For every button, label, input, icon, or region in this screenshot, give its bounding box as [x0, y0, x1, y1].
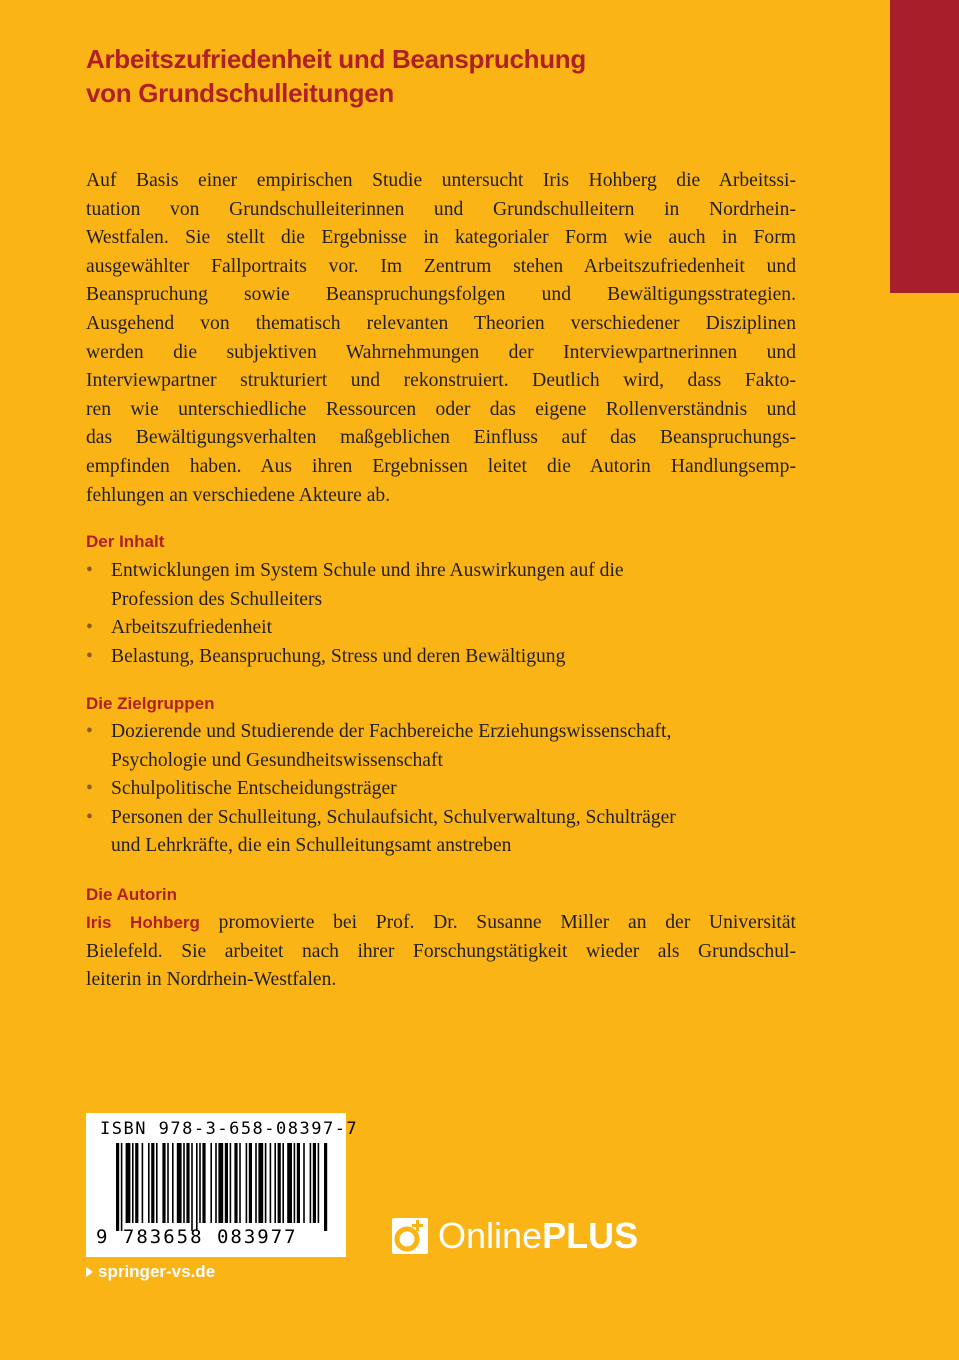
- zielgruppen-list: [86, 718, 806, 861]
- list-item: • Belastung, Beanspruchung, Stress und deren Bewältigung: [86, 643, 806, 672]
- barcode-bar: [142, 1143, 144, 1223]
- list-item: • Dozierende und Studierende der Fachbereiche Erziehungswissenschaft, Psychologie und Gesundheitswissenschaft: [86, 718, 806, 775]
- barcode-bar: [183, 1143, 185, 1223]
- barcode-bar: [270, 1143, 272, 1223]
- list-item: • Schulpolitische Entscheidungsträger: [86, 775, 806, 804]
- list-item: • Entwicklungen im System Schule und ihre Auswirkungen auf die Profession des Schulleiters: [86, 557, 806, 614]
- onlineplus-logo: [390, 1214, 638, 1258]
- barcode-bar: [167, 1143, 169, 1223]
- barcode-bar: [246, 1143, 248, 1223]
- barcode-bar: [218, 1143, 223, 1223]
- list-item: • Arbeitszufriedenheit: [86, 614, 806, 643]
- barcode-bar: [151, 1143, 154, 1223]
- barcode-bar: [215, 1143, 217, 1223]
- barcode-bar: [303, 1143, 305, 1223]
- description-line: empfinden haben. Aus ihren Ergebnissen leitet die Autorin Handlungsemp-: [86, 455, 796, 477]
- barcode-bar: [116, 1143, 119, 1231]
- book-description: [86, 167, 796, 510]
- barcode-bar: [121, 1143, 123, 1231]
- barcode-bar: [249, 1143, 252, 1223]
- barcode-bar: [294, 1143, 296, 1223]
- bullet-icon: •: [86, 778, 93, 800]
- barcode-bar: [199, 1143, 201, 1223]
- title-line-1: Arbeitszufriedenheit und Beanspruchung: [86, 44, 586, 74]
- barcode-bar: [265, 1143, 267, 1223]
- barcode-bar: [186, 1143, 189, 1223]
- barcode-bar: [287, 1143, 292, 1223]
- bullet-icon: •: [86, 721, 93, 742]
- zielgruppen-heading: Die Zielgruppen: [86, 694, 215, 713]
- inhalt-list: [86, 557, 806, 671]
- barcode-bar: [278, 1143, 281, 1223]
- bullet-icon: •: [86, 806, 93, 828]
- description-line: Beanspruchung sowie Beanspruchungsfolgen und Bewältigungsstrategien.: [86, 284, 796, 306]
- publisher-link[interactable]: [86, 1262, 215, 1282]
- list-item: • Personen der Schulleitung, Schulaufsicht, Schulverwaltung, Schulträger und Lehrkräfte, die ein Schulleitungsamt anstreben: [86, 804, 806, 861]
- title-line-2: von Grundschulleitungen: [86, 78, 394, 108]
- barcode-bar: [172, 1143, 174, 1223]
- barcode-bar: [239, 1143, 241, 1223]
- barcode-bar: [282, 1143, 284, 1223]
- publisher-link-text[interactable]: springer-vs.de: [98, 1262, 216, 1281]
- isbn-label: ISBN 978-3-658-08397-7: [100, 1119, 359, 1139]
- barcode-bar: [324, 1143, 327, 1231]
- barcode-bar: [297, 1143, 300, 1223]
- barcode-bar: [196, 1143, 198, 1231]
- description-line: fehlungen an verschiedene Akteure ab.: [86, 484, 391, 506]
- barcode-digits: 9 783658 083977: [96, 1226, 298, 1248]
- description-line: tuation von Grundschulleiterinnen und Grundschulleitern in Nordrhein-: [86, 198, 796, 220]
- triangle-right-icon: [86, 1267, 93, 1277]
- inhalt-heading: Der Inhalt: [86, 532, 165, 551]
- barcode-bar: [156, 1143, 158, 1223]
- barcode-bar: [210, 1143, 212, 1223]
- barcode-bar: [274, 1143, 276, 1223]
- isbn-barcode: [86, 1113, 359, 1257]
- description-line: Auf Basis einer empirischen Studie untersucht Iris Hohberg die Arbeitssi-: [86, 170, 796, 191]
- autorin-heading: Die Autorin: [86, 885, 177, 904]
- description-line: Ausgehend von thematisch relevanten Theorien verschiedener Disziplinen: [86, 312, 796, 334]
- barcode-bar: [313, 1143, 316, 1223]
- barcode-bar: [230, 1143, 232, 1223]
- description-line: werden die subjektiven Wahrnehmungen der Interviewpartnerinnen und: [86, 341, 796, 363]
- red-corner-tab: [890, 0, 959, 293]
- barcode-bar: [126, 1143, 131, 1223]
- barcode-bar: [162, 1143, 165, 1223]
- barcode-bar: [132, 1143, 134, 1223]
- description-line: Westfalen. Sie stellt die Ergebnisse in kategorialer Form wie auch in Form: [86, 227, 796, 249]
- onlineplus-icon: [390, 1216, 430, 1256]
- barcode-bar: [135, 1143, 138, 1223]
- author-bio: Iris Hohberg promovierte bei Prof. Dr. Susanne Miller an der Universität Bielefeld. Sie arbeitet nach ihrer Forschungstätigkeit wieder als Grundschul- leiterin in Nordrhein-Westfalen.: [86, 912, 796, 991]
- barcode-bar: [255, 1143, 257, 1223]
- description-line: ausgewählter Fallportraits vor. Im Zentrum stehen Arbeitszufriedenheit und: [86, 255, 796, 277]
- barcode-bar: [191, 1143, 193, 1231]
- barcode-bar: [202, 1143, 205, 1223]
- bullet-icon: •: [86, 645, 93, 667]
- book-title: [86, 42, 586, 110]
- barcode-bar: [234, 1143, 237, 1223]
- description-line: das Bewältigungsverhalten maßgeblichen Einfluss auf das Beanspruchungs-: [86, 427, 796, 449]
- barcode-bar: [225, 1143, 228, 1223]
- barcode-bar: [318, 1143, 320, 1223]
- bullet-icon: •: [86, 560, 93, 581]
- description-line: Interviewpartner strukturiert und rekonstruiert. Deutlich wird, dass Fakto-: [86, 370, 796, 392]
- barcode-bar: [148, 1143, 150, 1223]
- description-line: ren wie unterschiedliche Ressourcen oder das eigene Rollenverständnis und: [86, 398, 796, 420]
- barcode-bar: [310, 1143, 312, 1223]
- bullet-icon: •: [86, 617, 93, 639]
- author-name: Iris Hohberg: [86, 913, 200, 932]
- barcode-bar: [258, 1143, 263, 1223]
- barcode-bar: [177, 1143, 182, 1223]
- onlineplus-text: OnlinePLUS: [438, 1215, 639, 1256]
